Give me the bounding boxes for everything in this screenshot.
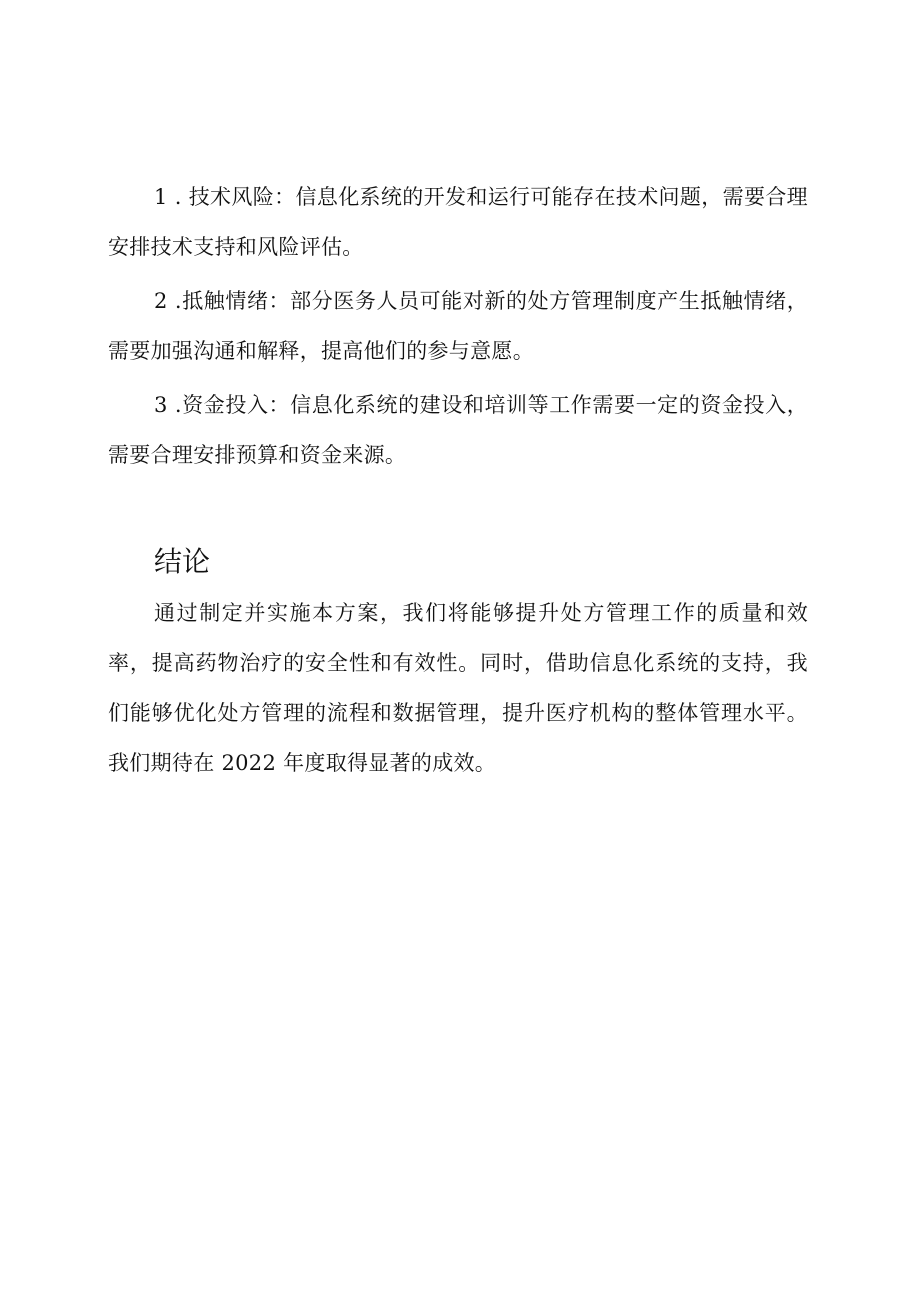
page-content bbox=[108, 172, 808, 788]
risk-item-funding: 3 .资金投入：信息化系统的建设和培训等工作需要一定的资金投入，需要合理安排预算和资金来源。 bbox=[108, 393, 808, 467]
conclusion-paragraph: 通过制定并实施本方案，我们将能够提升处方管理工作的质量和效率，提高药物治疗的安全性和有效性。同时，借助信息化系统的支持，我们能够优化处方管理的流程和数据管理，提升医疗机构的整体管理水平。我们期待在 2022 年度取得显著的成效。 bbox=[108, 601, 808, 775]
conclusion-heading: 结论 bbox=[154, 545, 211, 578]
risk-item-technical: 1 . 技术风险：信息化系统的开发和运行可能存在技术问题，需要合理安排技术支持和风险评估。 bbox=[108, 185, 808, 259]
risk-item-resistance: 2 .抵触情绪：部分医务人员可能对新的处方管理制度产生抵触情绪，需要加强沟通和解释，提高他们的参与意愿。 bbox=[108, 289, 808, 363]
